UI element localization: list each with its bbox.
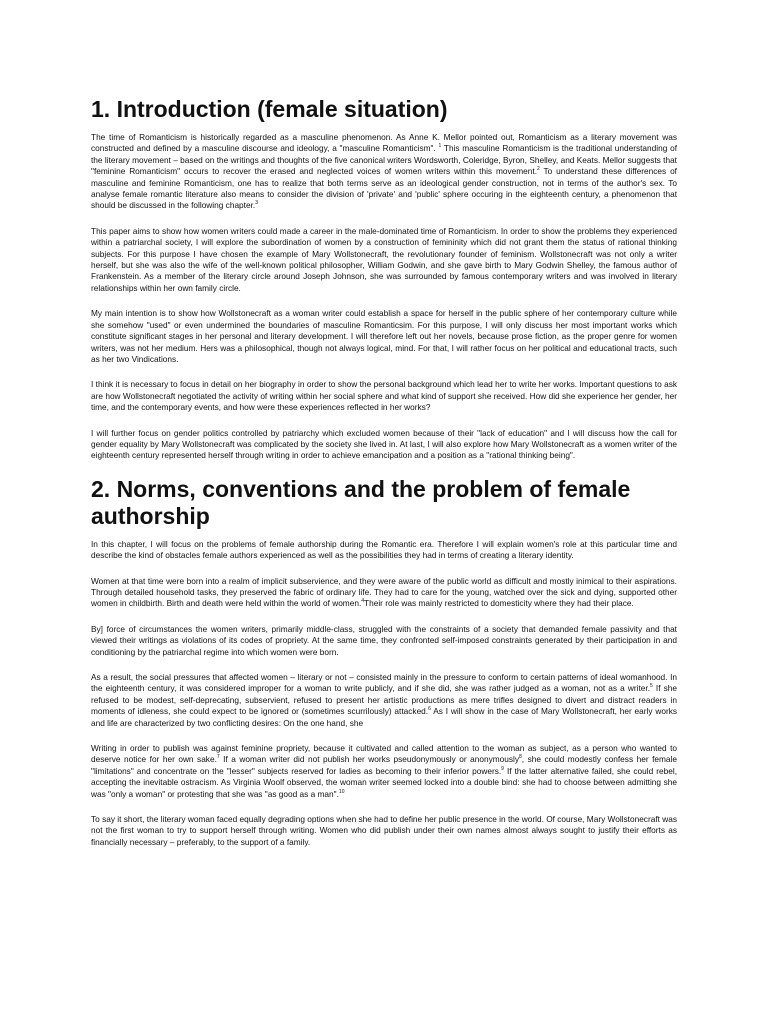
body-paragraph — [91, 576, 677, 610]
footnote-marker: 5 — [650, 683, 653, 690]
section-heading-introduction: 1. Introduction (female situation) — [91, 96, 448, 122]
footnote-marker: 8 — [519, 754, 522, 761]
body-paragraph — [91, 226, 677, 294]
footnote-marker: 2 — [537, 166, 540, 173]
footnote-marker: 6 — [428, 706, 431, 713]
footnote-marker: 4 — [361, 598, 365, 605]
body-paragraph — [91, 132, 677, 212]
paragraph-text: As I will show in the case of Mary Wollstonecraft, her early works and life are characterized by two conflicting desires: On the one hand, she — [91, 706, 678, 728]
paragraph-text: This masculine Romanticism is the traditional understanding of the literary movement – based on the writings and thoughts of the five canonical writers Wordsworth, Coleridge, Byron, Shelley, and Keats. Mellor suggests that "feminine Romanticism" occurs to recover the erased and neglected voices of women writers within this movement. — [91, 143, 677, 177]
paragraph-text: To understand these differences of masculine and feminine Romanticism, one has to realize that both terms serve as an ideological gender construction, not in terms of the author's sex. To analyse female romantic literature also means to consider the division of 'private' and 'public' sphere occuring in the eighteenth century, a phenomenon that should be discussed in the following chapter. — [91, 166, 677, 211]
body-paragraph — [91, 308, 677, 365]
paragraph-text: , she could modestly confess her female "limitations" and concentrate on the "lesser" subjects reserved for ladies as becoming to their inferior powers. — [91, 754, 677, 776]
body-paragraph — [91, 814, 677, 848]
paragraph-text: To say it short, the literary woman faced equally degrading options when she had to define her public presence in the world. Of course, Mary Wollstonecraft was not the first woman to try to support herself through writing. Women who did publish under their own names almost always sought to justify their efforts as financially necessary – preferably, to the support of a family. — [91, 814, 678, 847]
footnote-marker: 7 — [216, 754, 220, 761]
body-paragraph — [91, 743, 677, 800]
paragraph-text: As a result, the social pressures that affected women – literary or not – consisted mainly in the pressure to conform to certain patterns of ideal womanhood. In the eighteenth century, it was considered improper for a woman to write publicly, and if she did, she was rather judged as a woman, not as a writer. — [91, 672, 677, 694]
paragraph-text: If she refused to be modest, self-deprecating, subservient, refused to present her artistic productions as mere trifles designed to divert and distract readers in moments of idleness, she could expect to be ignored or (sometimes scurrilously) attacked. — [91, 683, 677, 717]
footnote-marker: 1 — [438, 143, 442, 150]
paragraph-text: I will further focus on gender politics controlled by patriarchy which excluded women because of their "lack of education" and I will discuss how the call for gender equality by Mary Wollstonecraft was complicated by the society she lived in. At last, I will also explore how Mary Wollstonecraft as a women writer of the eighteenth century represented herself through writing in order to achieve emancipation and a position as a "rational thinking being". — [91, 427, 677, 461]
paragraph-text: Writing in order to publish was against feminine propriety, because it cultivated and called attention to the woman as subject, as a person who wanted to deserve notice for her own sake. — [91, 743, 677, 765]
section-body — [91, 132, 677, 462]
body-paragraph — [91, 379, 677, 413]
body-paragraph — [91, 624, 677, 658]
paragraph-text: My main intention is to show how Wollstonecraft as a woman writer could establish a space for herself in the public sphere of her contemporary culture while she somehow "used" or even undermined the boundaries of masculine Romanticsim. For this purpose, I will only discuss her most important works which constitute significant stages in her personal and literary development. I will therefore left out her novels, because prose fiction, as the proper genre for women writers, was not her medium. Hers was a philosophical, though not always logical, mind. For that, I will rather focus on her political and educational tracts, such as her two Vindications. — [91, 308, 677, 364]
paragraph-text: By] force of circumstances the women writers, primarily middle-class, struggled with the constraints of a society that demanded female passivity and that viewed their writings as violations of its codes of propriety. At the same time, they confronted self-imposed constraints generated by their participation in and conditioning by the patriarchal regime into which women were born. — [91, 623, 677, 657]
paragraph-text: Their role was mainly restricted to domesticity where they had their place. — [364, 598, 634, 609]
paragraph-text: Women at that time were born into a realm of implicit subservience, and they were aware of the public world as difficult and mostly inimical to their aspirations. Through detailed household tasks, they preserved the fabric of ordinary life. They had to care for the young, watched over the sick and dying, supported other women in childbirth. Birth and death were held within the world of women. — [91, 575, 677, 609]
footnote-marker: 3 — [255, 200, 258, 207]
paragraph-text: If the latter alternative failed, she could rebel, accepting the inevitable ostracism. As Virginia Woolf observed, the woman writer seemed locked into a double bind: she had to choose between admitting she was "only a woman" or protesting that she was "as good as a man". — [91, 765, 677, 799]
body-paragraph — [91, 539, 677, 562]
body-paragraph — [91, 428, 677, 462]
section-heading-norms: 2. Norms, conventions and the problem of female authorship — [91, 475, 631, 529]
paragraph-text: If a woman writer did not publish her works pseudonymously or anonymously — [219, 754, 519, 765]
paragraph-text: In this chapter, I will focus on the problems of female authorship during the Romantic era. Therefore I will explain women's role at this particular time and describe the kind of obstacles female authors experienced as well as the possibilities they had in terms of creating a literary identity. — [91, 538, 677, 561]
paragraph-text: The time of Romanticism is historically regarded as a masculine phenomenon. As Anne K. Mellor pointed out, Romanticism as a literary movement was constructed and defined by a masculine discourse and ideology, a "masculine Romanticism". — [91, 132, 677, 154]
paragraph-text: I think it is necessary to focus in detail on her biography in order to show the personal background which lead her to write her works. Important questions to ask are how Wollstonecraft negotiated the activity of writing within her social sphere and what kind of support she received. How did she experience her gender, her time, and the contemporary events, and how were these experiences reflected in her works? — [91, 379, 677, 413]
section-body — [91, 539, 677, 849]
body-paragraph — [91, 672, 677, 729]
footnote-marker: 10 — [338, 788, 345, 795]
paragraph-text: This paper aims to show how women writers could made a career in the male-dominated time of Romanticism. In order to show the problems they experienced within a patriarchal society, I will explore the subordination of women by a construction of femininity which did not grant them the status of rational thinking subjects. For this purpose I have chosen the example of Mary Wollstonecraft, the revolutionary founder of feminism. Wollstonecraft was not only a writer herself, but she was also the wife of the well-known political philosopher, William Godwin, and she gave birth to Mary Godwin Shelley, the famous author of Frankenstein. As a member of the literary circle around Joseph Johnson, she was surrounded by famous contemporary writers and was involved in literary relationships within her own family circle. — [91, 225, 677, 293]
footnote-marker: 9 — [501, 766, 504, 773]
